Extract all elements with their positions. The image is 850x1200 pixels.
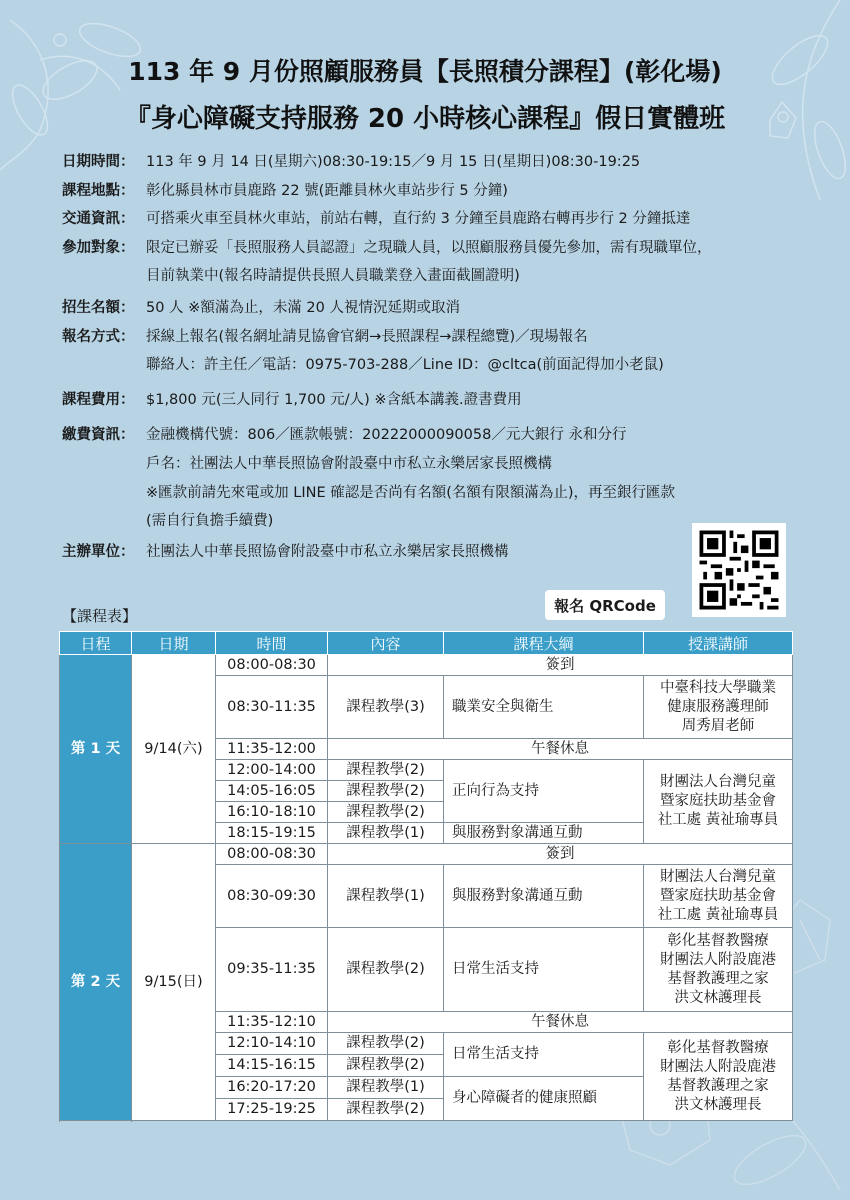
time-cell: 08:30-11:35 <box>216 676 328 739</box>
time-cell: 17:25-19:25 <box>216 1099 328 1121</box>
lecturer-cell <box>644 928 793 1012</box>
lecturer-line: 周秀眉老師 <box>681 717 755 734</box>
signup-qr-code[interactable] <box>692 523 786 617</box>
lunch-cell: 午餐休息 <box>328 1012 793 1033</box>
lecturer-line: 中臺科技大學職業 <box>660 679 776 696</box>
content-cell: 課程教學(2) <box>328 760 444 781</box>
info-label: 課程地點： <box>62 183 135 199</box>
info-transport <box>62 207 690 228</box>
lecturer-line: 財團法人台灣兒童 <box>660 868 776 885</box>
outline-cell: 正向行為支持 <box>444 760 644 823</box>
content-cell: 課程教學(2) <box>328 1099 444 1121</box>
time-cell: 18:15-19:15 <box>216 823 328 844</box>
page-title-line1: 113 年 9 月份照顧服務員【長照積分課程】(彰化場) <box>128 57 722 86</box>
header-day: 日程 <box>60 632 132 655</box>
time-cell: 12:00-14:00 <box>216 760 328 781</box>
info-value: 社團法人中華長照協會附設臺中市私立永樂居家長照機構 <box>146 544 509 560</box>
lecturer-line: 洪文林護理長 <box>674 1096 762 1113</box>
info-value: 金融機構代號：806／匯款帳號：20222000090058／元大銀行 永和分行 <box>146 427 627 443</box>
info-date <box>62 150 640 171</box>
info-label: 主辦單位： <box>62 544 135 560</box>
content-cell: 課程教學(1) <box>328 1077 444 1099</box>
info-label: 交通資訊： <box>62 211 135 227</box>
lecturer-line: 財團法人附設鹿港 <box>660 951 776 968</box>
info-label: 報名方式： <box>62 329 135 345</box>
lecturer-line: 財團法人台灣兒童 <box>660 774 776 790</box>
time-cell: 16:10-18:10 <box>216 802 328 823</box>
outline-cell: 日常生活支持 <box>444 928 644 1012</box>
time-cell: 08:00-08:30 <box>216 844 328 865</box>
time-cell: 16:20-17:20 <box>216 1077 328 1099</box>
content-cell: 課程教學(1) <box>328 823 444 844</box>
lecturer-line: 財團法人附設鹿港 <box>660 1058 776 1075</box>
lecturer-line: 彰化基督教醫療 <box>667 932 769 949</box>
header-outline: 課程大綱 <box>444 632 644 655</box>
page-title-line2: 『身心障礙支持服務 20 小時核心課程』假日實體班 <box>124 104 726 134</box>
lecturer-cell <box>644 760 793 844</box>
lecturer-line: 基督教護理之家 <box>667 1077 769 1094</box>
info-target-cont: 目前執業中(報名時請提供長照人員職業登入畫面截圖證明) <box>146 268 520 284</box>
time-cell: 08:30-09:30 <box>216 865 328 928</box>
content-cell: 課程教學(2) <box>328 781 444 802</box>
info-value: 50 人 ※額滿為止，未滿 20 人視情況延期或取消 <box>146 300 460 316</box>
info-value: 可搭乘火車至員林火車站，前站右轉，直行約 3 分鐘至員鹿路右轉再步行 2 分鐘抵達 <box>146 211 691 227</box>
info-location <box>62 179 508 200</box>
lecturer-line: 洪文林護理長 <box>674 989 762 1006</box>
info-signup <box>62 325 588 346</box>
day-2-cell: 第 2 天 <box>60 844 132 1121</box>
lecturer-cell <box>644 676 793 739</box>
lecturer-cell <box>644 1033 793 1121</box>
lecturer-line: 健康服務護理師 <box>667 698 769 715</box>
info-signup-cont: 聯絡人：許主任／電話：0975-703-288／Line ID：@cltca(前面記得加小老鼠) <box>146 357 664 373</box>
qr-code-icon <box>692 523 786 617</box>
info-target <box>62 236 712 257</box>
time-cell: 12:10-14:10 <box>216 1033 328 1055</box>
schedule-title: 【課程表】 <box>62 607 138 625</box>
info-label: 參加對象： <box>62 240 135 256</box>
schedule-table <box>59 631 793 1121</box>
table-row <box>60 844 793 865</box>
lecturer-line: 彰化基督教醫療 <box>667 1039 769 1056</box>
info-value: 113 年 9 月 14 日(星期六)08:30-19:15／9 月 15 日(星期日)08:30-19:25 <box>146 154 641 170</box>
qr-code-label: 報名 QRCode <box>545 590 665 620</box>
lecturer-line: 基督教護理之家 <box>667 970 769 987</box>
info-label: 課程費用： <box>62 392 135 408</box>
time-cell: 11:35-12:10 <box>216 1012 328 1033</box>
lecturer-line: 社工處 黃祉瑜專員 <box>657 812 779 828</box>
info-quota <box>62 296 460 317</box>
info-value: 採線上報名(報名網址請見協會官網→長照課程→課程總覽)／現場報名 <box>146 329 588 345</box>
time-cell: 14:05-16:05 <box>216 781 328 802</box>
info-value: $1,800 元(三人同行 1,700 元/人) ※含紙本講義.證書費用 <box>146 392 522 408</box>
header-time: 時間 <box>216 632 328 655</box>
time-cell: 08:00-08:30 <box>216 655 328 676</box>
info-payment-cont1: 戶名：社團法人中華長照協會附設臺中市私立永樂居家長照機構 <box>146 456 552 472</box>
info-label: 日期時間： <box>62 154 135 170</box>
info-label: 繳費資訊： <box>62 427 135 443</box>
outline-cell: 職業安全與衛生 <box>444 676 644 739</box>
day-1-date: 9/14(六) <box>132 655 216 844</box>
time-cell: 14:15-16:15 <box>216 1055 328 1077</box>
info-value: 彰化縣員林市員鹿路 22 號(距離員林火車站步行 5 分鐘) <box>146 183 508 199</box>
info-payment-cont2: ※匯款前請先來電或加 LINE 確認是否尚有名額(名額有限額滿為止)，再至銀行匯款 <box>146 485 676 501</box>
info-fee <box>62 388 522 409</box>
table-header-row <box>60 632 793 655</box>
header-lecturer: 授課講師 <box>644 632 793 655</box>
content-cell: 課程教學(2) <box>328 928 444 1012</box>
outline-cell: 日常生活支持 <box>444 1033 644 1077</box>
info-label: 招生名額： <box>62 300 135 316</box>
outline-cell: 與服務對象溝通互動 <box>444 823 644 844</box>
content-cell: 課程教學(3) <box>328 676 444 739</box>
lunch-cell: 午餐休息 <box>328 739 793 760</box>
content-cell: 課程教學(2) <box>328 1055 444 1077</box>
content-cell: 課程教學(2) <box>328 1033 444 1055</box>
content-cell: 課程教學(1) <box>328 865 444 928</box>
header-content: 內容 <box>328 632 444 655</box>
time-cell: 09:35-11:35 <box>216 928 328 1012</box>
info-value: 限定已辦妥「長照服務人員認證」之現職人員，以照顧服務員優先參加，需有現職單位， <box>146 240 712 256</box>
day-2-date: 9/15(日) <box>132 844 216 1121</box>
header-date: 日期 <box>132 632 216 655</box>
time-cell: 11:35-12:00 <box>216 739 328 760</box>
checkin-cell: 簽到 <box>328 844 793 865</box>
outline-cell: 與服務對象溝通互動 <box>444 865 644 928</box>
day-1-cell: 第 1 天 <box>60 655 132 844</box>
table-row <box>60 655 793 676</box>
info-payment-cont3: (需自行負擔手續費) <box>146 513 274 529</box>
info-payment <box>62 423 626 444</box>
lecturer-line: 社工處 黃祉瑜專員 <box>657 906 779 923</box>
lecturer-cell <box>644 865 793 928</box>
info-organizer <box>62 540 509 561</box>
lecturer-line: 暨家庭扶助基金會 <box>660 793 776 809</box>
checkin-cell: 簽到 <box>328 655 793 676</box>
lecturer-line: 暨家庭扶助基金會 <box>660 887 776 904</box>
content-cell: 課程教學(2) <box>328 802 444 823</box>
outline-cell: 身心障礙者的健康照顧 <box>444 1077 644 1121</box>
